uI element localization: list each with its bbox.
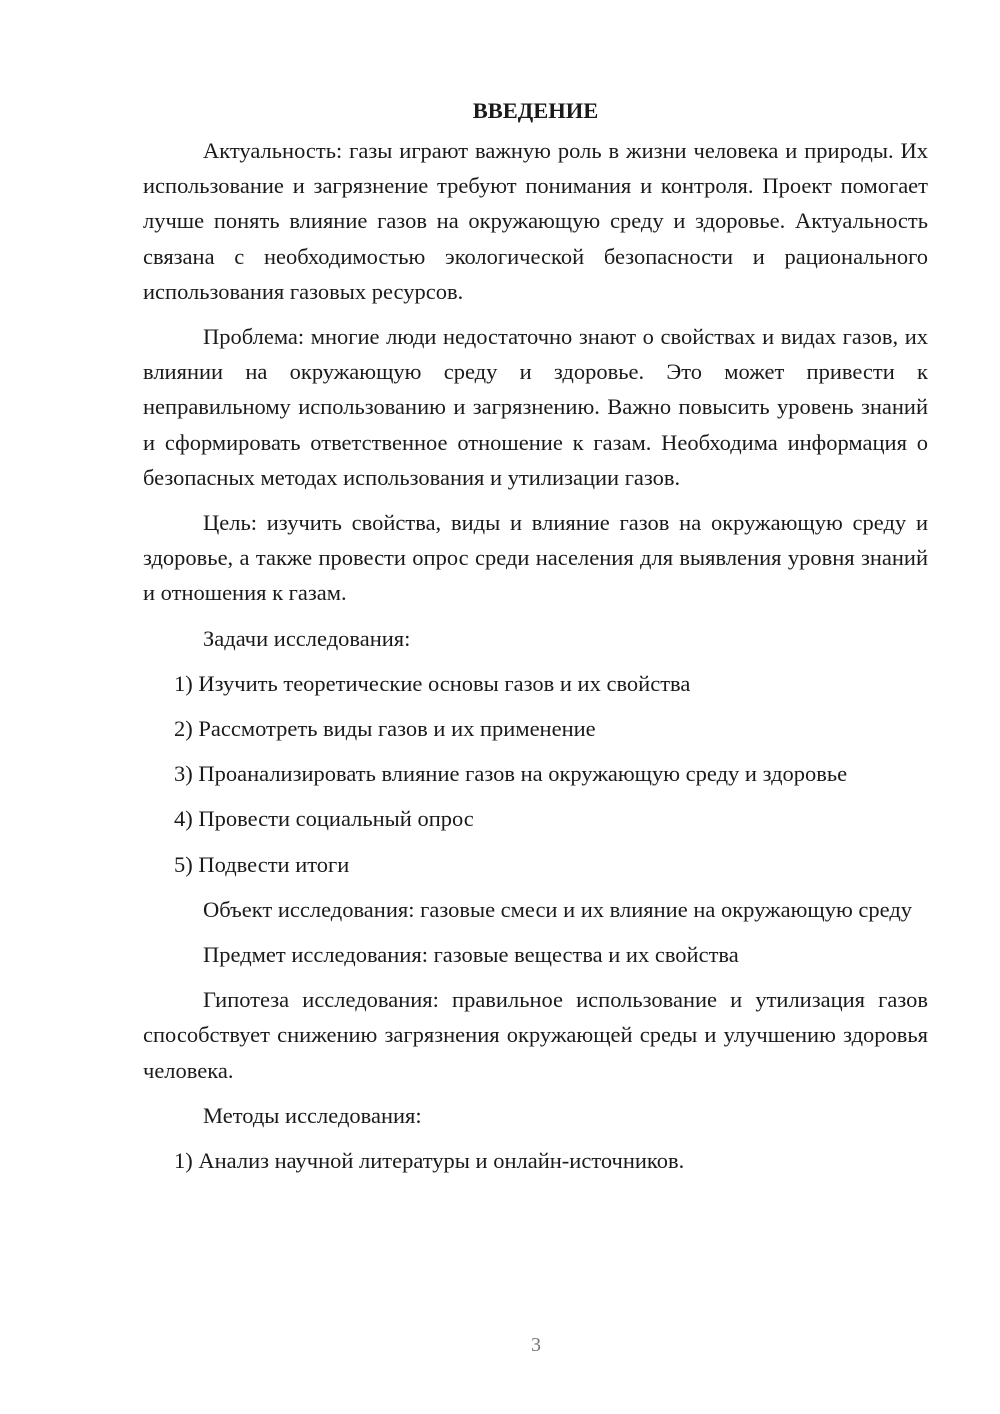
task-item-2: 2) Рассмотреть виды газов и их применение (174, 716, 596, 742)
task-item-1: 1) Изучить теоретические основы газов и их свойства (174, 670, 691, 696)
object-paragraph: Объект исследования: газовые смеси и их влияние на окружающую среду (203, 896, 913, 922)
relevance-paragraph: Актуальность: газы играют важную роль в жизни человека и природы. Их использование и загрязнение требуют понимания и контроля. Проект помогает лучше понять влияние газов на окружающую среду и здоровье. Актуальность связана с необходимостью экологической безопасности и рационального использования газовых ресурсов. (143, 138, 928, 304)
method-item-1: 1) Анализ научной литературы и онлайн-источников. (174, 1148, 685, 1174)
goal-paragraph: Цель: изучить свойства, виды и влияние газов на окружающую среду и здоровье, а также провести опрос среди населения для выявления уровня знаний и отношения к газам. (143, 510, 928, 606)
hypothesis-paragraph: Гипотеза исследования: правильное использование и утилизация газов способствует снижению загрязнения окружающей среды и улучшению здоровья человека. (143, 987, 928, 1083)
page-number: 3 (531, 1334, 541, 1356)
problem-paragraph: Проблема: многие люди недостаточно знают о свойствах и видах газов, их влиянии на окружающую среду и здоровье. Это может привести к неправильному использованию и загрязнению. Важно повысить уровень знаний и сформировать ответственное отношение к газам. Необходима информация о безопасных методах использования и утилизации газов. (143, 324, 928, 490)
methods-heading: Методы исследования: (203, 1102, 422, 1128)
subject-paragraph: Предмет исследования: газовые вещества и их свойства (203, 942, 739, 968)
task-item-4: 4) Провести социальный опрос (174, 806, 474, 832)
task-item-5: 5) Подвести итоги (174, 851, 350, 877)
page-content (143, 96, 928, 1188)
tasks-heading: Задачи исследования: (203, 625, 411, 651)
task-item-3: 3) Проанализировать влияние газов на окружающую среду и здоровье (174, 761, 848, 787)
section-title: ВВЕДЕНИЕ (472, 98, 599, 123)
